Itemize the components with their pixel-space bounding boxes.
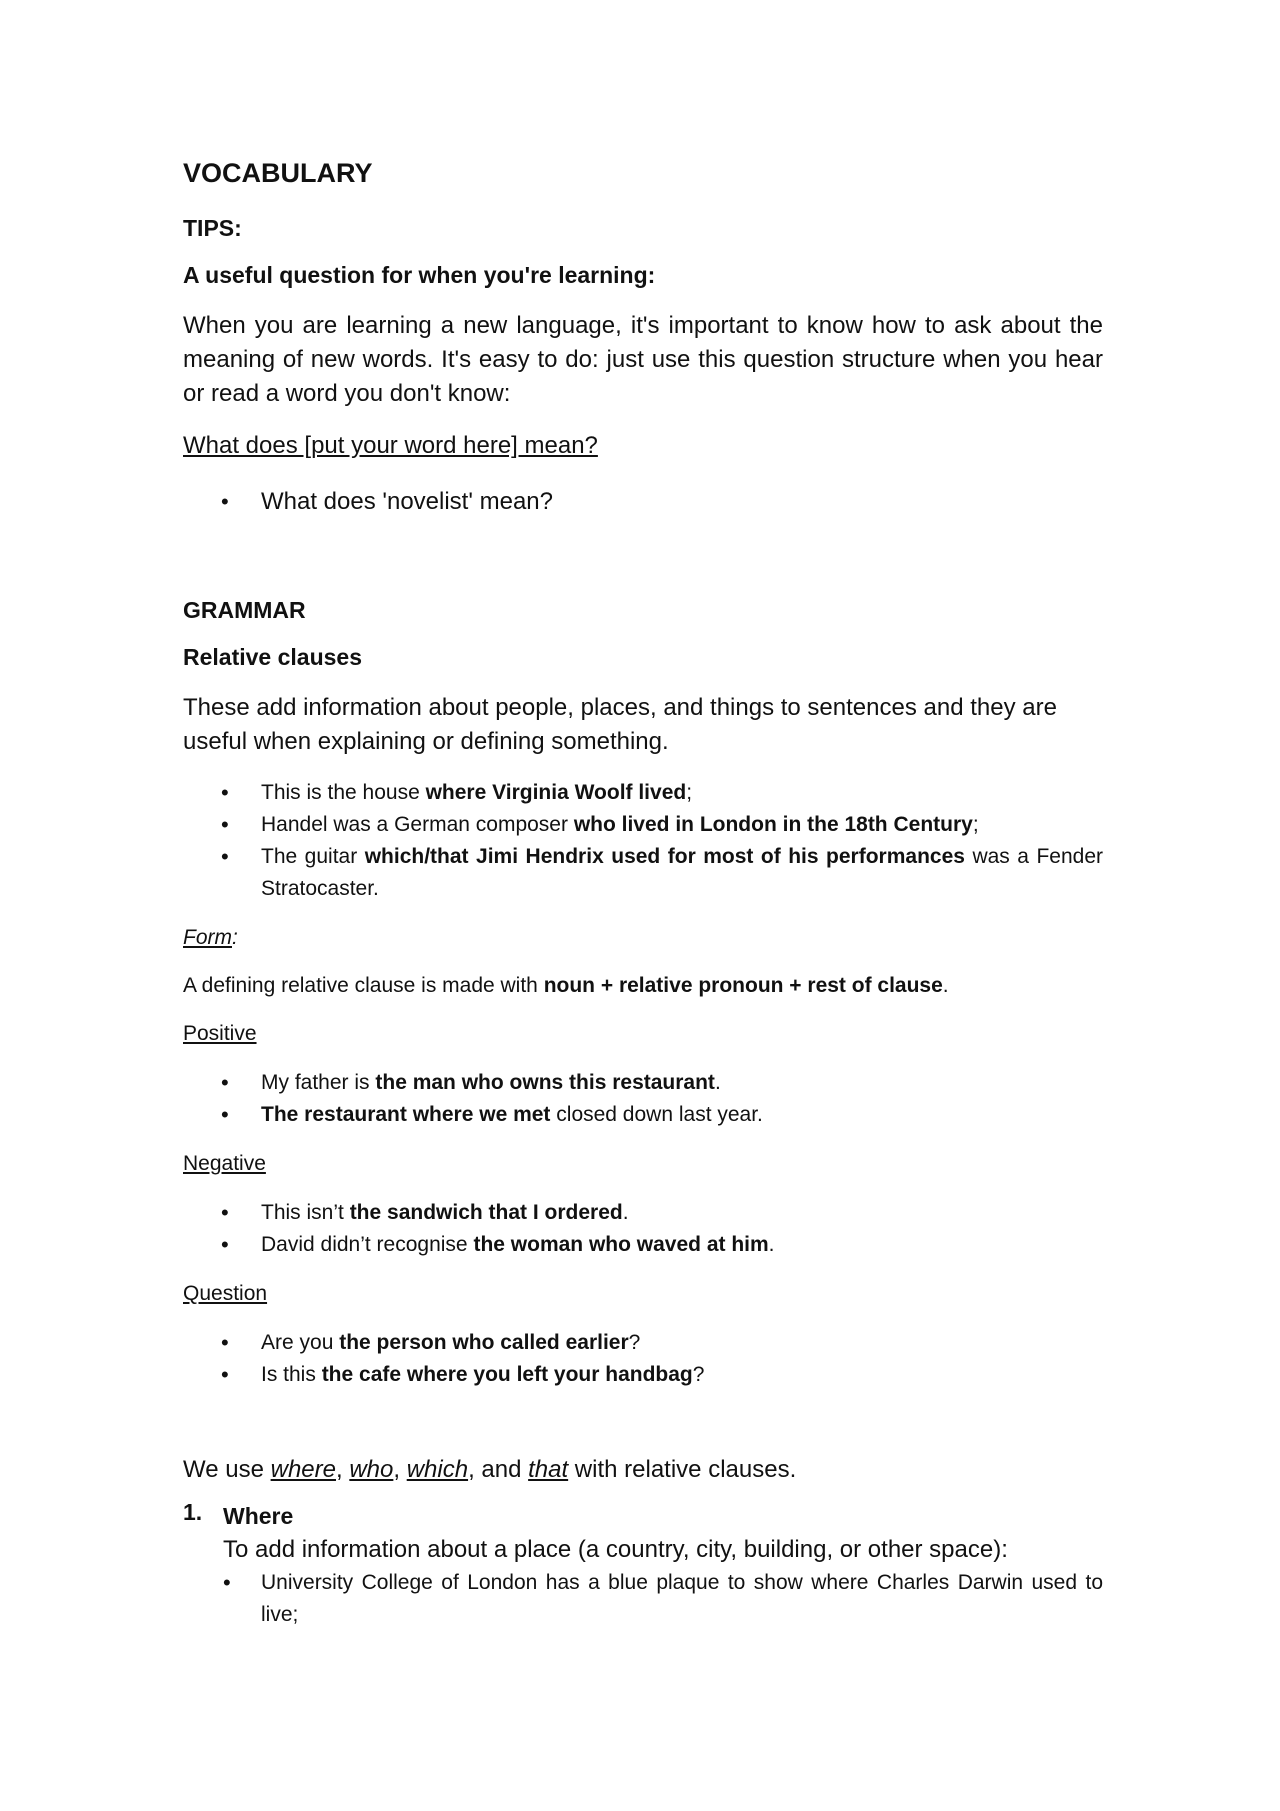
positive-label: Positive: [183, 1022, 257, 1045]
vocabulary-heading: VOCABULARY: [183, 158, 373, 188]
pronoun-usage-line: We use where, who, which, and that with relative clauses.: [183, 1456, 797, 1483]
where-heading: Where: [223, 1503, 294, 1529]
section-number: 1.: [183, 1499, 203, 1525]
form-label: Form:: [183, 926, 238, 949]
tips-heading: TIPS:: [183, 215, 242, 241]
relative-clause-examples: [183, 777, 1103, 905]
useful-question-heading: A useful question for when you're learning:: [183, 262, 656, 288]
list-item: • Handel was a German composer who lived in London in the 18th Century;: [183, 809, 1103, 841]
positive-examples: [183, 1067, 1103, 1131]
question-examples: [183, 1327, 1103, 1391]
vocab-example-list: [183, 485, 1103, 519]
negative-label: Negative: [183, 1152, 266, 1175]
negative-examples: [183, 1197, 1103, 1261]
list-item: • The guitar which/that Jimi Hendrix used for most of his performances was a Fender Stratocaster.: [183, 841, 1103, 905]
grammar-intro: These add information about people, places, and things to sentences and they are useful when explaining or defining something.: [183, 694, 1057, 755]
form-description: A defining relative clause is made with noun + relative pronoun + rest of clause.: [183, 974, 949, 997]
question-label: Question: [183, 1282, 268, 1305]
where-description: To add information about a place (a country, city, building, or other space):: [223, 1536, 1008, 1563]
vocab-intro: When you are learning a new language, it's important to know how to ask about the meaning of new words. It's easy to do: just use this question structure when you hear or read a word you don't know:: [183, 312, 1103, 407]
vocab-example: What does 'novelist' mean?: [261, 488, 553, 515]
list-item: • This is the house where Virginia Woolf lived;: [183, 777, 1103, 809]
where-examples: [223, 1567, 1103, 1631]
list-item: • This isn’t the sandwich that I ordered.: [183, 1197, 1103, 1229]
where-section: [183, 1499, 1103, 1631]
list-item: • David didn’t recognise the woman who waved at him.: [183, 1229, 1103, 1261]
list-item: • My father is the man who owns this restaurant.: [183, 1067, 1103, 1099]
list-item: • The restaurant where we met closed down last year.: [183, 1099, 1103, 1131]
document-page: [183, 150, 1103, 1649]
question-structure: What does [put your word here] mean?: [183, 432, 598, 459]
grammar-heading: GRAMMAR: [183, 597, 306, 623]
list-item: • University College of London has a blue plaque to show where Charles Darwin used to live;: [223, 1567, 1103, 1631]
list-item: • Are you the person who called earlier?: [183, 1327, 1103, 1359]
relative-clauses-heading: Relative clauses: [183, 644, 363, 670]
list-item: • Is this the cafe where you left your handbag?: [183, 1359, 1103, 1391]
list-item: [183, 485, 1103, 519]
